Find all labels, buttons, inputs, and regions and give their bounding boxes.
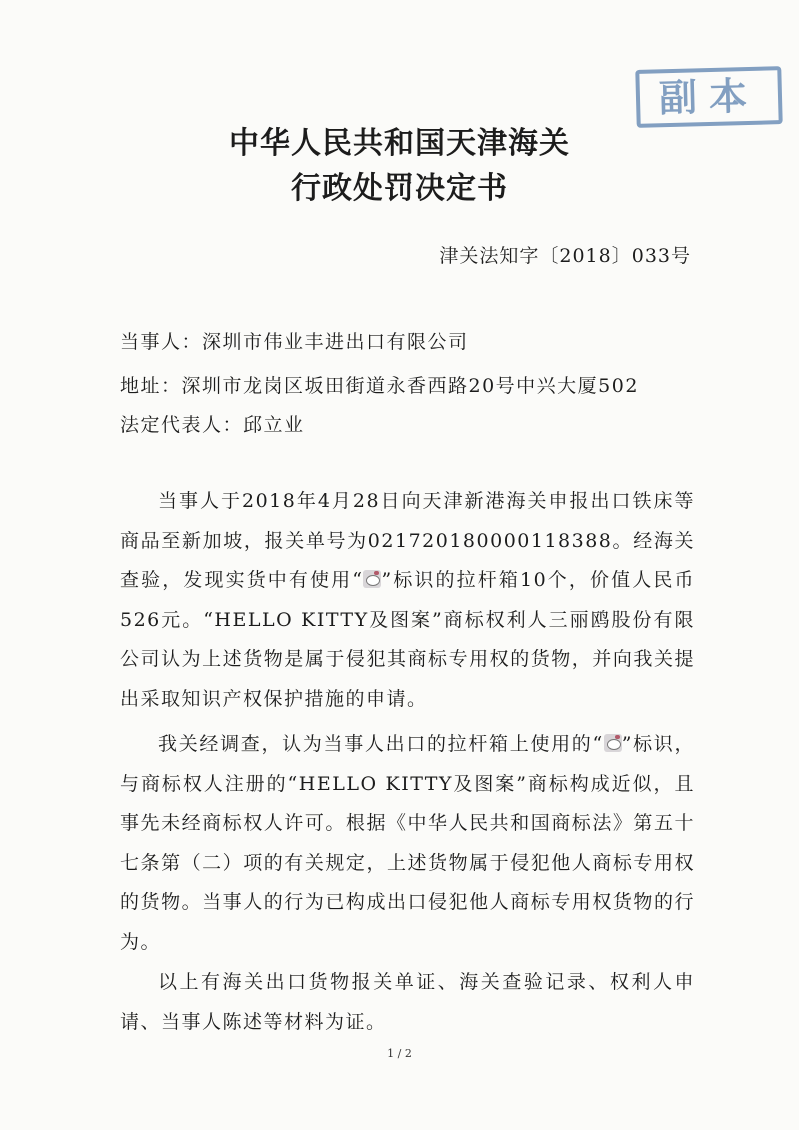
hello-kitty-logo-icon	[604, 734, 622, 752]
para1-text-b: ”标识的拉杆箱10个，价值人民币526元。“HELLO KITTY及图案”商标权利人三丽鸥股份有限公司认为上述货物是属于侵犯其商标专用权的货物，并向我关提出采取知识产权保护措施的申请。	[120, 569, 695, 710]
body-paragraph-3: 以上有海关出口货物报关单证、海关查验记录、权利人申请、当事人陈述等材料为证。	[120, 971, 695, 1033]
para2-text-b: ”标识，与商标权人注册的“HELLO KITTY及图案”商标构成近似，且事先未经商标权人许可。根据《中华人民共和国商标法》第五十七条第（二）项的有关规定，上述货物属于侵犯他人商标专用权的货物。当事人的行为已构成出口侵犯他人商标专用权货物的行为。	[120, 733, 696, 953]
party-address: 地址：深圳市龙岗区坂田街道永香西路20号中兴大厦502	[120, 375, 639, 397]
body-paragraph-1	[120, 482, 695, 719]
document-title-line1: 中华人民共和国天津海关	[229, 126, 570, 161]
legal-representative: 法定代表人：邱立业	[120, 414, 305, 436]
document-title-line2: 行政处罚决定书	[291, 171, 508, 206]
para1-text-a: 当事人于2018年4月28日向天津新港海关申报出口铁床等商品至新加坡，报关单号为021720180000118388。经海关查验，发现实货中有使用“	[120, 490, 695, 591]
para2-text-a: 我关经调查，认为当事人出口的拉杆箱上使用的“	[158, 733, 604, 755]
copy-stamp: 副本	[635, 66, 782, 128]
hello-kitty-logo-icon	[363, 570, 381, 588]
document-number: 津关法知字〔2018〕033号	[439, 245, 691, 267]
page-number: 1 / 2	[387, 1047, 412, 1060]
body-paragraph-2	[120, 725, 695, 962]
party-name: 当事人：深圳市伟业丰进出口有限公司	[120, 331, 469, 353]
